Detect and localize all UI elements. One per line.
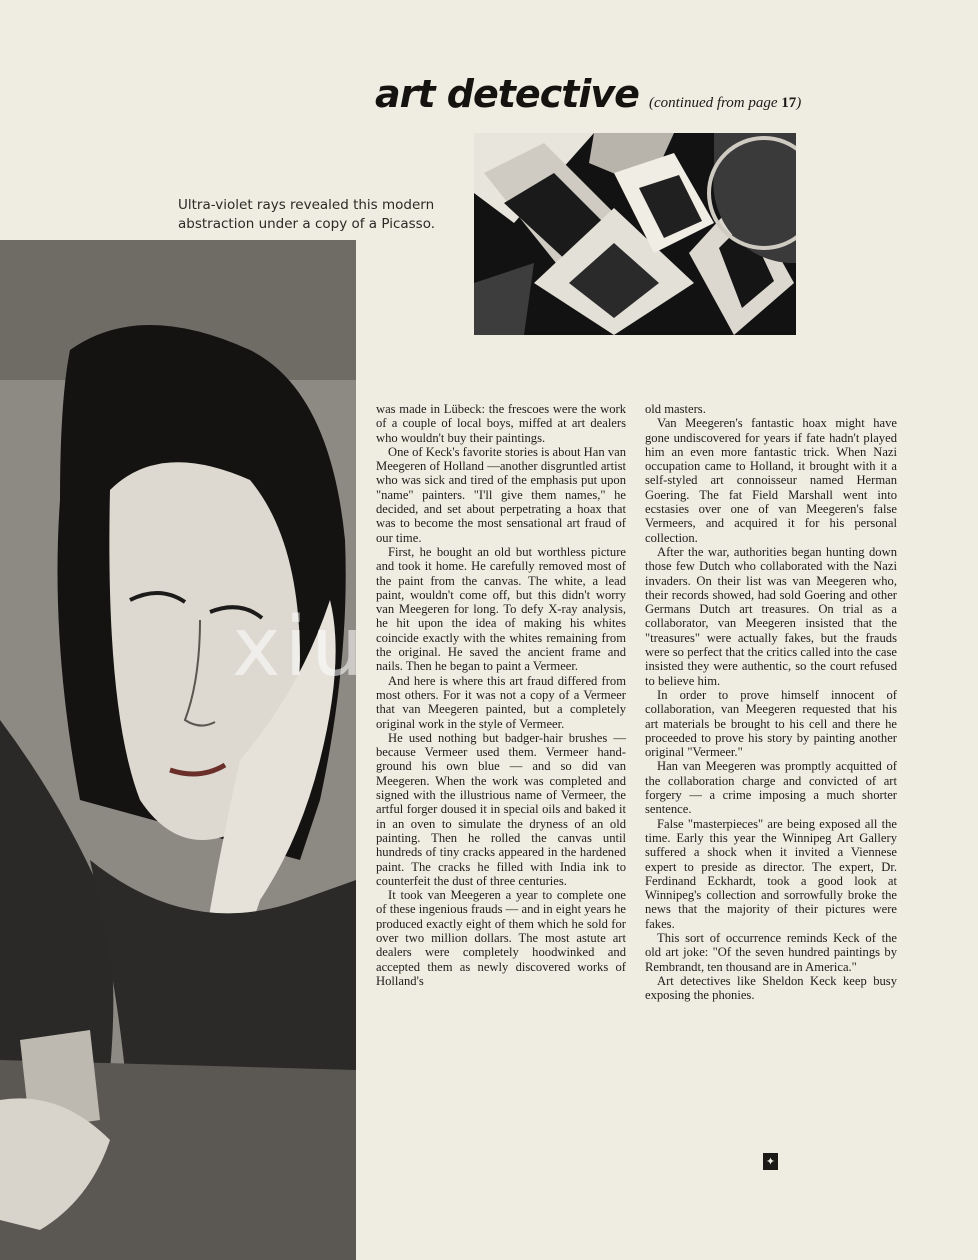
article-title: art detective [375, 72, 639, 116]
paragraph: He used nothing but badger-hair brushes — because Vermeer used them. Vermeer hand-ground his own blue — and so did van Meegeren. When the work was completed and signed with the illustrious name of Vermeer, the artful forger doused it in special oils and baked it in an oven to simulate the dryness of an old painting. Then he rolled the canvas until hundreds of tiny cracks appeared in the hardened paint. The cracks he filled with India ink to counterfeit the dust of three centuries. [376, 730, 626, 888]
paragraph: was made in Lübeck: the frescoes were the work of a couple of local boys, miffed at art dealers who wouldn't buy their paintings. [376, 402, 626, 445]
paragraph: After the war, authorities began hunting down those few Dutch who collaborated with the Nazi invaders. On their list was van Meegeren who, their records showed, had sold Goering and other Germans Dutch art treasures. On trial as a collaborator, van Meegeren insisted that the "treasures" were actually fakes, but the frauds were so perfect that the critics called into the case insisted they were authentic, so the court refused to believe him. [645, 544, 897, 688]
article-column-1 [376, 402, 626, 988]
paragraph: It took van Meegeren a year to complete one of these ingenious frauds — and in eight years he produced exactly eight of them which he sold for over two million dollars. The most astute art dealers were completely hoodwinked and accepted them as newly discovered works of Holland's [376, 888, 626, 988]
abstract-painting-svg [474, 133, 796, 335]
paragraph: Van Meegeren's fantastic hoax might have gone undiscovered for years if fate hadn't played him an even more fantastic trick. When Nazi occupation came to Holland, it brought with it a self-styled art connoisseur named Herman Goering. The fat Field Marshall went into ecstasies over one of van Meegeren's false Vermeers, and acquired it for his personal collection. [645, 416, 897, 545]
paragraph: Han van Meegeren was promptly acquitted of the collaboration charge and convicted of art forgery — a crime imposing a much shorter sentence. [645, 759, 897, 817]
paragraph: First, he bought an old but worthless picture and took it home. He carefully removed most of the paint from the canvas. The white, a lead paint, wouldn't come off, but this didn't worry van Meegeren for long. To defy X-ray analysis, he hit upon the idea of making his whites coincide exactly with the whites remaining from the original. He saved the ancient frame and nails. Then he began to paint a Vermeer. [376, 544, 626, 674]
woman-portrait-painting [0, 240, 356, 1260]
watermark: xiu [232, 600, 368, 695]
paragraph: This sort of occurrence reminds Keck of the old art joke: "Of the seven hundred paintings by Rembrandt, ten thousand are in America." [645, 930, 897, 974]
paragraph: False "masterpieces" are being exposed all the time. Early this year the Winnipeg Art Gallery suffered a shock when it invited a Viennese expert to preside as director. The expert, Dr. Ferdinand Eckhardt, took a good look at Winnipeg's collection and sorrowfully broke the news that the majority of their pictures were fakes. [645, 816, 897, 931]
paragraph: One of Keck's favorite stories is about Han van Meegeren of Holland —another disgruntled artist who was sick and tired of the emphasis put upon "name" painters. "I'll give them names," he decided, and set about perpetrating a hoax that was to become the most sensational art fraud of our time. [376, 444, 626, 545]
end-mark [763, 1152, 778, 1170]
continued-page-number: 17 [781, 95, 797, 111]
paragraph: old masters. [645, 402, 706, 416]
abstract-painting-image [474, 133, 796, 335]
photo-caption: Ultra-violet rays revealed this modern abstraction under a copy of a Picasso. [178, 197, 436, 232]
paragraph: And here is where this art fraud differed from most others. For it was not a copy of a Vermeer that van Meegeren painted, but a completely original work in the style of Vermeer. [376, 673, 626, 731]
portrait-svg [0, 240, 356, 1260]
paragraph: In order to prove himself innocent of collaboration, van Meegeren requested that his art materials be brought to his cell and there he proceeded to prove his story by painting another original "Vermeer." [645, 687, 897, 760]
article-column-2 [645, 402, 897, 1002]
bunny-logo-icon: ✦ [763, 1153, 778, 1170]
article-header [375, 72, 801, 116]
continued-note: (continued from page 17) [648, 95, 802, 111]
paragraph: Art detectives like Sheldon Keck keep busy exposing the phonies. [645, 973, 897, 1003]
